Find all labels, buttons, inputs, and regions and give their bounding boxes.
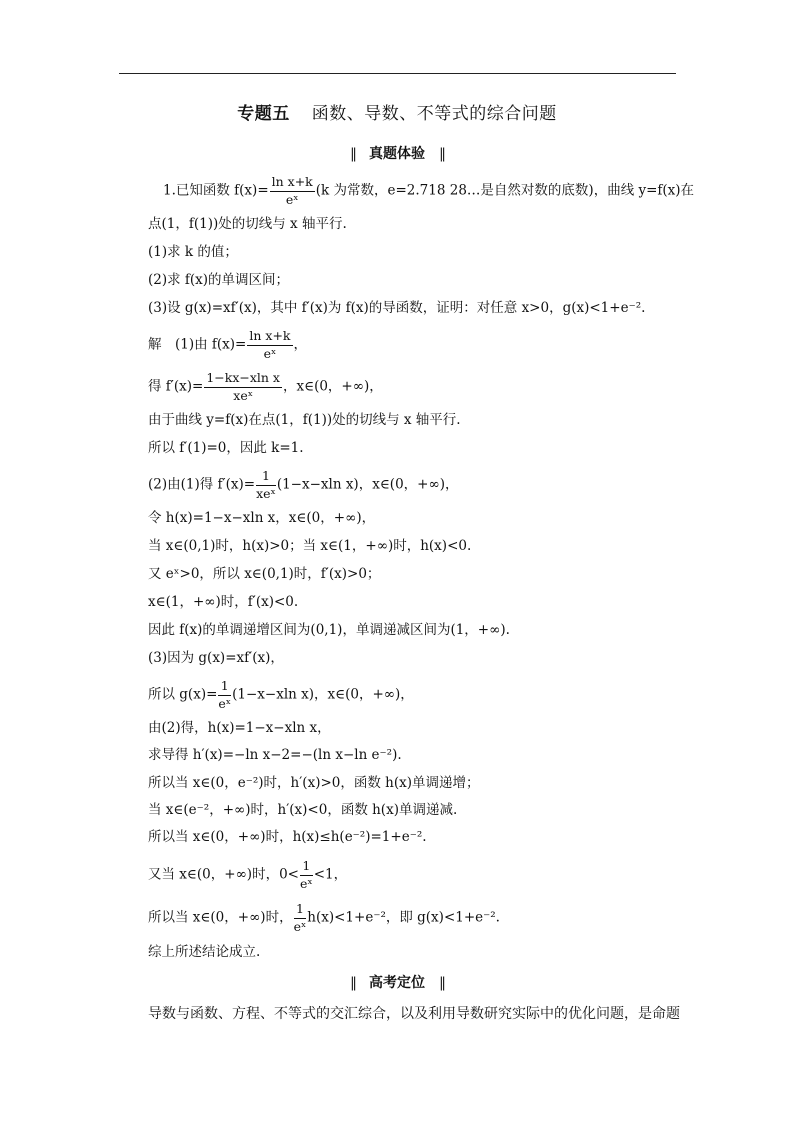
solution-line-6: 令 h(x)=1−x−xln x，x∈(0，+∞)， [148,510,376,526]
title-topic: 专题五 [237,104,290,124]
solution-line-1: 解 (1)由 f(x)= $\frac{\text{ln x+k}}{\text{eˣ}}$ ， [148,328,307,361]
solution-line-7: 当 x∈(0,1)时，h(x)>0；当 x∈(1，+∞)时，h(x)<0. [148,538,472,554]
body-paragraph: 导数与函数、方程、不等式的交汇综合，以及利用导数研究实际中的优化问题，是命题 [148,1006,680,1022]
section-heading-zhenti: ‖ 真题体验 ‖ [350,146,444,162]
solution-line-15: 所以当 x∈(0，e⁻²)时，h′(x)>0，函数 h(x)单调递增； [148,775,480,791]
solution-line-18: 又当 x∈(0，+∞)时，0< $\frac{1}{\text{eˣ}}$ <1， [148,858,348,891]
solution-line-12: 所以 g(x)= $\frac{1}{\text{eˣ}}$ (1−x−xln x)，x∈(0，+∞)， [148,678,414,711]
solution-conclusion: 综上所述结论成立. [148,944,261,960]
page-title [0,99,794,124]
solution-line-17: 所以当 x∈(0，+∞)时，h(x)≤h(e⁻²)=1+e⁻². [148,829,427,845]
fraction: $\frac{1}{\text{eˣ}}$ [218,678,232,711]
title-subject: 函数、导数、不等式的综合问题 [311,104,557,124]
solution-line-9: x∈(1，+∞)时，f′(x)<0. [148,594,299,610]
solution-line-14: 求导得 h′(x)=−ln x−2=−(ln x−ln e⁻²). [148,747,402,763]
solution-line-11: (3)因为 g(x)=xf′(x)， [148,650,284,666]
question-1: (1)求 k 的值； [148,244,238,260]
problem-line-2: 点(1，f(1))处的切线与 x 轴平行. [148,216,347,232]
section-heading-gaokao: ‖ 高考定位 ‖ [350,975,444,991]
fraction: $\frac{\text{1−kx−xln x}}{\text{xeˣ}}$ [206,370,280,403]
section-label: 高考定位 [369,975,425,991]
solution-line-5: (2)由(1)得 f′(x)= $\frac{1}{\text{xeˣ}}$ (1−x−xln x)，x∈(0，+∞)， [148,468,459,501]
top-rule [119,73,676,74]
solution-line-19: 所以当 x∈(0，+∞)时， $\frac{1}{\text{eˣ}}$ h(x)<1+e⁻²，即 g(x)<1+e⁻². [148,901,500,934]
section-label: 真题体验 [369,146,425,162]
solution-line-16: 当 x∈(e⁻²，+∞)时，h′(x)<0，函数 h(x)单调递减. [148,802,458,818]
solution-line-4: 所以 f′(1)=0，因此 k=1. [148,440,304,456]
fraction: $\frac{1}{\text{xeˣ}}$ [256,468,276,501]
question-3: (3)设 g(x)=xf′(x)，其中 f′(x)为 f(x)的导函数，证明：对任意 x>0，g(x)<1+e⁻². [148,300,646,316]
solution-line-2: 得 f′(x)= $\frac{\text{1−kx−xln x}}{\text{xeˣ}}$ ，x∈(0，+∞)， [148,370,383,403]
solution-line-10: 因此 f(x)的单调递增区间为(0,1)，单调递减区间为(1，+∞). [148,622,510,638]
fraction: $\frac{1}{\text{eˣ}}$ [299,858,313,891]
fraction: $\frac{\text{ln x+k}}{\text{eˣ}}$ [249,328,291,361]
fraction: $\frac{\text{ln x+k}}{\text{eˣ}}$ [271,174,313,207]
question-2: (2)求 f(x)的单调区间； [148,272,290,288]
problem-line-1: 1.已知函数 f(x)= $\frac{\text{ln x+k}}{\text{eˣ}}$ (k 为常数，e=2.718 28…是自然对数的底数)，曲线 y=f(x)在 [163,174,695,207]
solution-line-13: 由(2)得，h(x)=1−x−xln x， [148,720,331,736]
solution-line-3: 由于曲线 y=f(x)在点(1，f(1))处的切线与 x 轴平行. [148,412,461,428]
fraction: $\frac{1}{\text{eˣ}}$ [293,901,307,934]
solution-line-8: 又 eˣ>0，所以 x∈(0,1)时，f′(x)>0； [148,566,381,582]
